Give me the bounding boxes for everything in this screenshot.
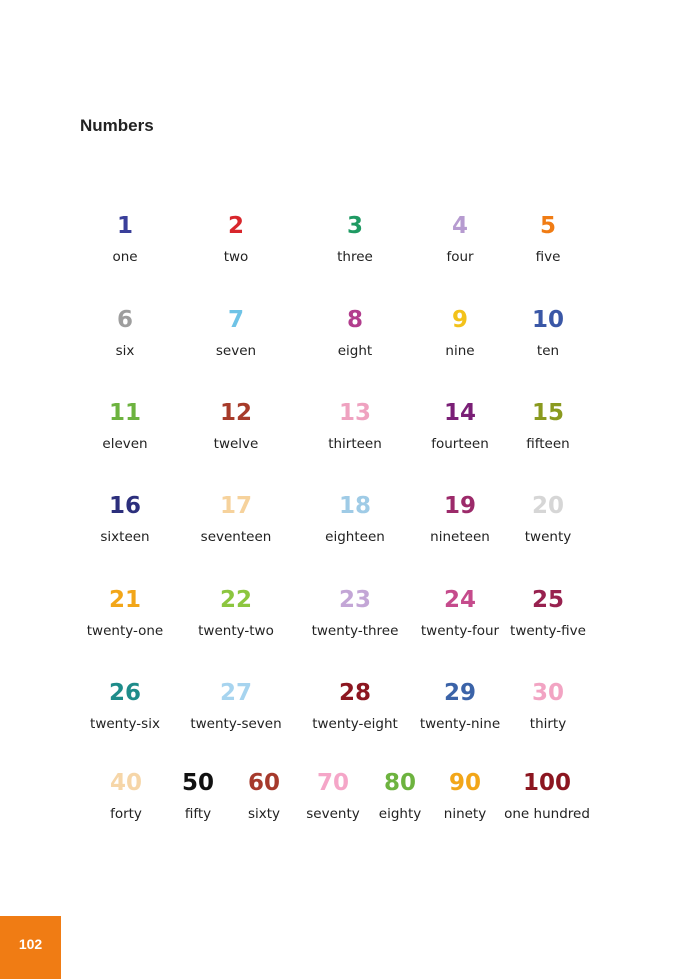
number-digit: 60 <box>247 770 280 796</box>
number-word: five <box>535 249 561 265</box>
number-item <box>493 492 603 545</box>
number-digit: 50 <box>181 770 214 796</box>
number-digit: 12 <box>219 400 252 426</box>
number-item <box>70 212 180 265</box>
number-item <box>493 306 603 359</box>
number-digit: 25 <box>531 587 564 613</box>
number-digit: 30 <box>531 680 564 706</box>
number-digit: 13 <box>338 400 371 426</box>
number-digit: 8 <box>346 307 363 333</box>
number-digit: 6 <box>116 307 133 333</box>
number-word: seventy <box>306 806 360 822</box>
number-word: four <box>446 249 474 265</box>
number-digit: 27 <box>219 680 252 706</box>
number-item <box>493 212 603 265</box>
number-word: fifteen <box>526 436 570 452</box>
number-digit: 5 <box>539 213 556 239</box>
number-item <box>181 679 291 732</box>
number-digit: 18 <box>338 493 371 519</box>
number-word: twenty-seven <box>190 716 282 732</box>
number-word: three <box>337 249 373 265</box>
number-word: twenty-nine <box>419 716 501 732</box>
number-item <box>300 306 410 359</box>
number-item <box>70 306 180 359</box>
number-word: thirty <box>529 716 567 732</box>
number-digit: 1 <box>116 213 133 239</box>
number-word: twenty-three <box>311 623 399 639</box>
number-item <box>300 586 410 639</box>
number-digit: 28 <box>338 680 371 706</box>
number-word: thirteen <box>328 436 382 452</box>
number-word: fourteen <box>431 436 489 452</box>
page-title: Numbers <box>80 116 154 135</box>
number-digit: 26 <box>108 680 141 706</box>
number-word: sixteen <box>100 529 150 545</box>
number-digit: 29 <box>443 680 476 706</box>
number-digit: 23 <box>338 587 371 613</box>
number-digit: 10 <box>531 307 564 333</box>
number-item <box>492 769 602 822</box>
number-word: twenty <box>524 529 572 545</box>
number-digit: 16 <box>108 493 141 519</box>
number-word: nine <box>445 343 475 359</box>
number-item <box>70 679 180 732</box>
number-word: eleven <box>102 436 148 452</box>
number-word: fifty <box>184 806 212 822</box>
number-item <box>493 586 603 639</box>
number-item <box>181 399 291 452</box>
number-word: twenty-one <box>86 623 164 639</box>
number-word: ten <box>536 343 560 359</box>
number-digit: 15 <box>531 400 564 426</box>
number-digit: 80 <box>383 770 416 796</box>
number-digit: 100 <box>522 770 571 796</box>
number-item <box>181 492 291 545</box>
number-digit: 24 <box>443 587 476 613</box>
number-word: one <box>112 249 138 265</box>
number-digit: 4 <box>451 213 468 239</box>
number-item <box>70 399 180 452</box>
number-word: twenty-two <box>198 623 274 639</box>
number-word: twenty-eight <box>312 716 398 732</box>
number-word: seven <box>215 343 257 359</box>
number-item <box>181 306 291 359</box>
number-word: eighty <box>378 806 422 822</box>
number-word: sixty <box>247 806 281 822</box>
number-item <box>181 212 291 265</box>
number-word: twenty-six <box>90 716 160 732</box>
number-item <box>70 586 180 639</box>
number-item <box>300 212 410 265</box>
number-word: one hundred <box>504 806 590 822</box>
number-item <box>493 679 603 732</box>
number-digit: 70 <box>316 770 349 796</box>
number-word: seventeen <box>200 529 272 545</box>
number-item <box>300 492 410 545</box>
number-item <box>300 399 410 452</box>
number-word: forty <box>110 806 142 822</box>
number-digit: 2 <box>227 213 244 239</box>
number-word: ninety <box>443 806 487 822</box>
number-digit: 9 <box>451 307 468 333</box>
number-digit: 11 <box>108 400 141 426</box>
number-word: twelve <box>213 436 259 452</box>
number-item <box>70 492 180 545</box>
number-word: six <box>115 343 135 359</box>
number-item <box>181 586 291 639</box>
number-digit: 17 <box>219 493 252 519</box>
number-digit: 40 <box>109 770 142 796</box>
number-word: eighteen <box>325 529 385 545</box>
number-word: twenty-five <box>510 623 586 639</box>
number-item <box>493 399 603 452</box>
number-item <box>300 679 410 732</box>
number-word: twenty-four <box>420 623 500 639</box>
number-digit: 21 <box>108 587 141 613</box>
number-digit: 90 <box>448 770 481 796</box>
number-digit: 20 <box>531 493 564 519</box>
number-word: eight <box>337 343 373 359</box>
number-digit: 14 <box>443 400 476 426</box>
number-digit: 22 <box>219 587 252 613</box>
number-word: nineteen <box>430 529 490 545</box>
page-number: 102 <box>18 936 43 952</box>
number-digit: 7 <box>227 307 244 333</box>
number-word: two <box>223 249 249 265</box>
number-digit: 19 <box>443 493 476 519</box>
number-digit: 3 <box>346 213 363 239</box>
